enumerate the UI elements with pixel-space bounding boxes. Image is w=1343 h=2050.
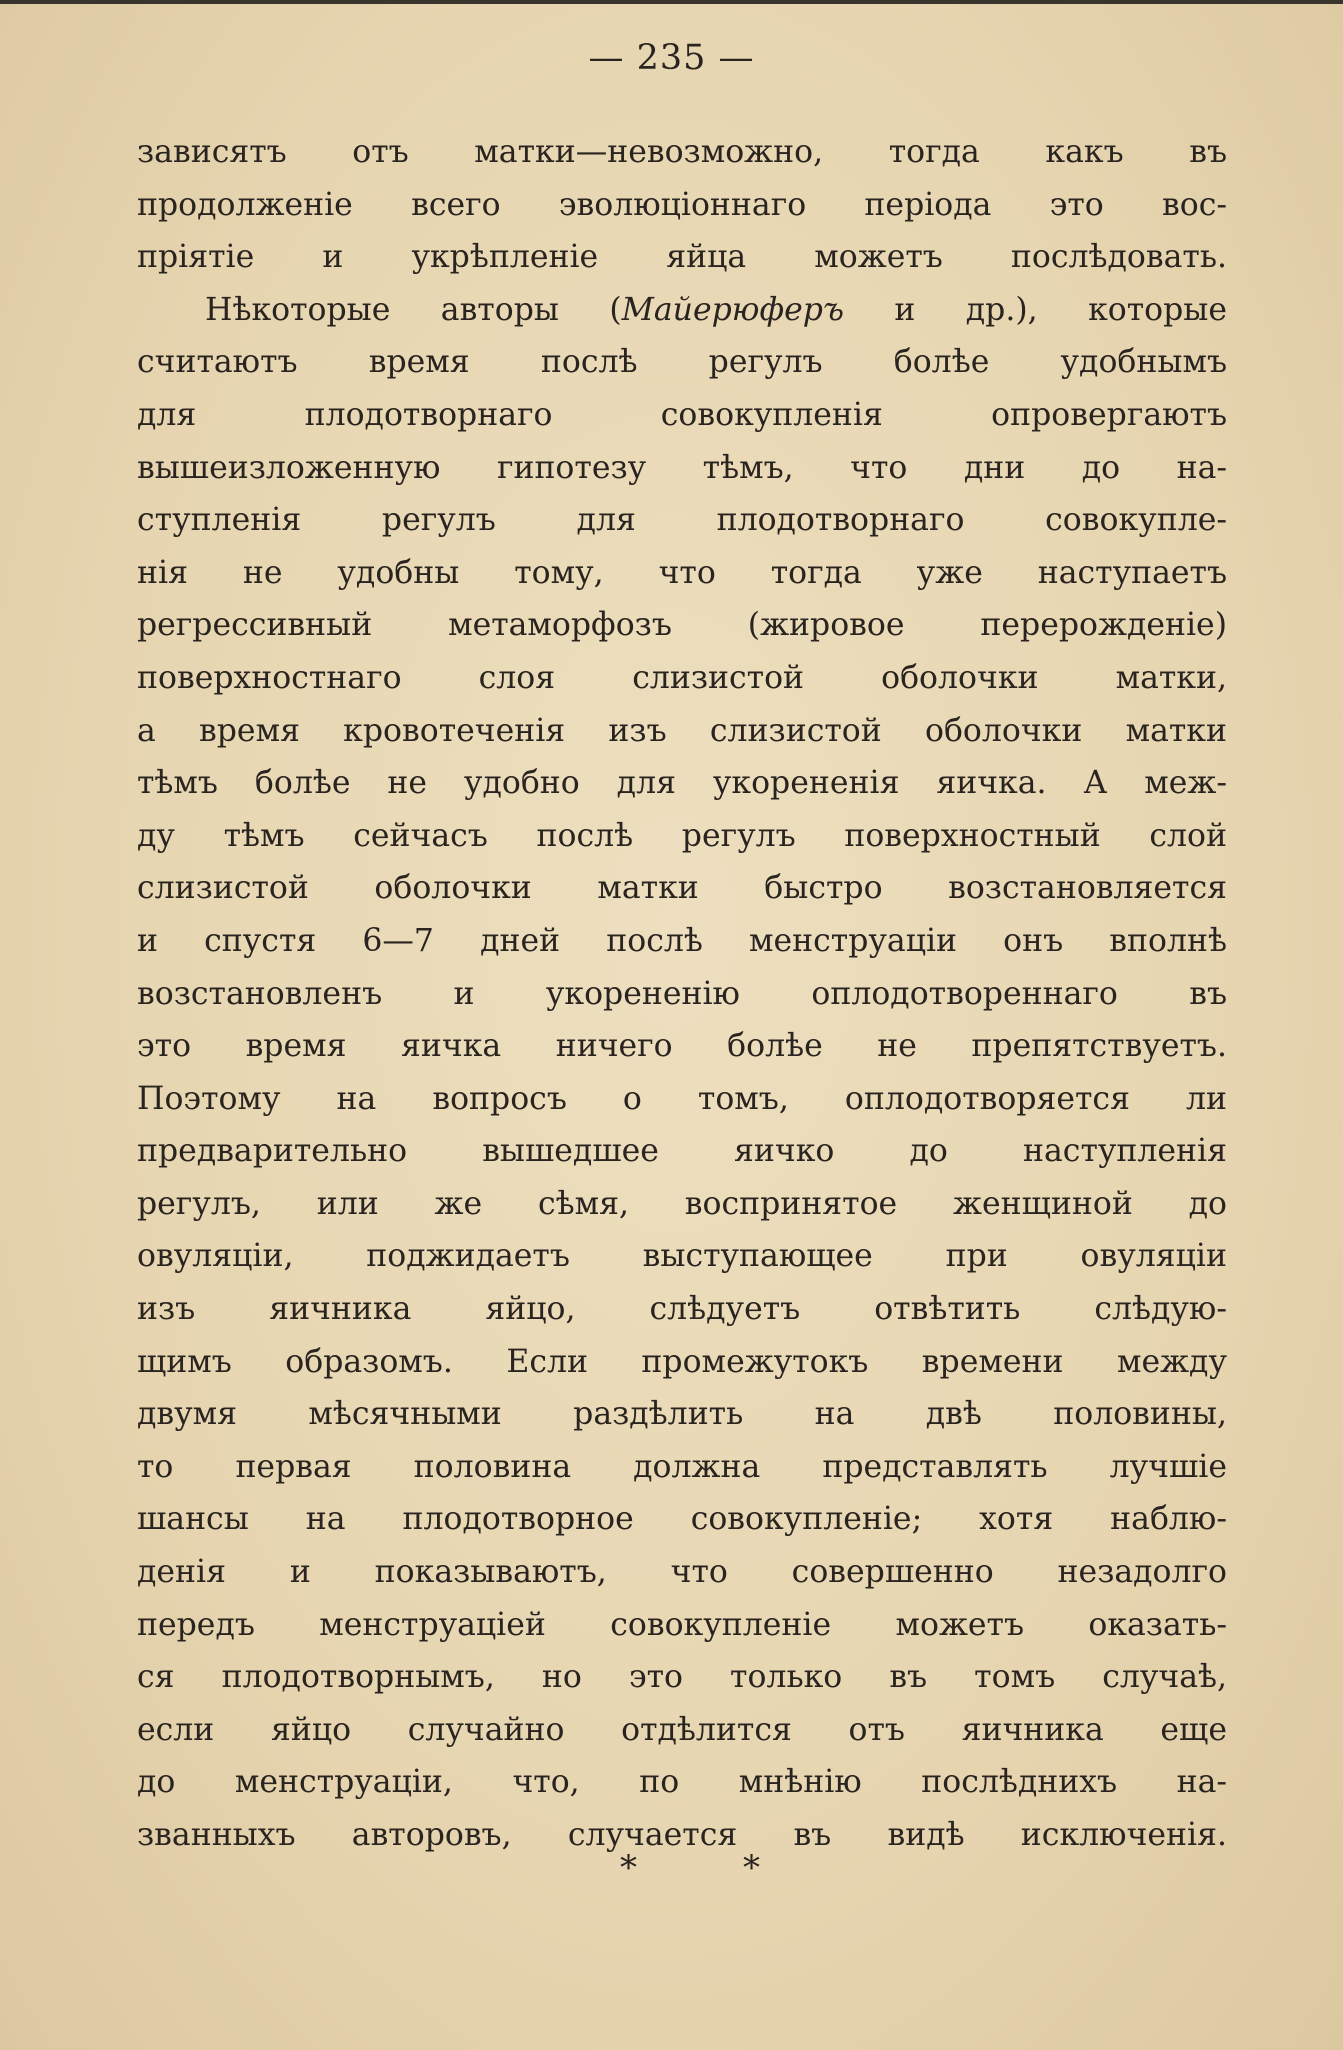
text-line: для плодотворнаго совокупленія опровергаютъ: [137, 396, 1227, 433]
text-line: щимъ образомъ. Если промежутокъ времени между: [137, 1343, 1227, 1380]
text-line: денія и показываютъ, что совершенно незадолго: [137, 1554, 1227, 1591]
text-line: предварительно вышедшее яичко до наступленія: [137, 1133, 1227, 1170]
line-text-before: Нѣкоторые авторы (: [205, 291, 622, 328]
section-separator: [620, 1848, 760, 1888]
body-text: [137, 126, 1227, 1862]
page-number: — 235 —: [588, 38, 755, 78]
text-line: то первая половина должна представлять лучшіе: [137, 1448, 1227, 1485]
line-text-after: и др.), которые: [843, 291, 1227, 328]
text-line: ду тѣмъ сейчасъ послѣ регулъ поверхностный слой: [137, 817, 1227, 854]
text-line: пріятіе и укрѣпленіе яйца можетъ послѣдовать.: [137, 239, 1227, 276]
text-line: двумя мѣсячными раздѣлить на двѣ половины,: [137, 1396, 1227, 1433]
text-line: это время яичка ничего болѣе не препятствуетъ.: [137, 1028, 1227, 1065]
text-line: продолженіе всего эволюціоннаго періода это вос-: [137, 186, 1227, 223]
asterisk: *: [620, 1848, 637, 1888]
text-line: слизистой оболочки матки быстро возстановляется: [137, 870, 1227, 907]
text-line: ступленія регулъ для плодотворнаго совокупле-: [137, 502, 1227, 539]
text-line: нія не удобны тому, что тогда уже наступаетъ: [137, 554, 1227, 591]
text-line: шансы на плодотворное совокупленіе; хотя наблю-: [137, 1501, 1227, 1538]
text-line: ся плодотворнымъ, но это только въ томъ случаѣ,: [137, 1659, 1227, 1696]
text-line: овуляціи, поджидаетъ выступающее при овуляціи: [137, 1238, 1227, 1275]
text-line: возстановленъ и укорененію оплодотвореннаго въ: [137, 975, 1227, 1012]
text-line: поверхностнаго слоя слизистой оболочки матки,: [137, 659, 1227, 696]
text-line: а время кровотеченія изъ слизистой оболочки матки: [137, 712, 1227, 749]
top-edge: [0, 0, 1343, 4]
text-line: передъ менструаціей совокупленіе можетъ оказать-: [137, 1606, 1227, 1643]
text-line: изъ яичника яйцо, слѣдуетъ отвѣтить слѣдую-: [137, 1291, 1227, 1328]
paragraph-start-line: [137, 284, 1227, 337]
text-line: считаютъ время послѣ регулъ болѣе удобнымъ: [137, 344, 1227, 381]
text-line: регулъ, или же сѣмя, воспринятое женщиной до: [137, 1185, 1227, 1222]
author-name: Майерюферъ: [621, 291, 844, 328]
text-line: званныхъ авторовъ, случается въ видѣ исключенія.: [137, 1817, 1227, 1853]
text-line: если яйцо случайно отдѣлится отъ яичника еще: [137, 1711, 1227, 1748]
asterisk: *: [743, 1848, 760, 1888]
text-line: тѣмъ болѣе не удобно для укорененія яичка. А меж-: [137, 765, 1227, 802]
text-line: Поэтому на вопросъ о томъ, оплодотворяется ли: [137, 1080, 1227, 1117]
text-line: вышеизложенную гипотезу тѣмъ, что дни до на-: [137, 449, 1227, 486]
text-line: до менструаціи, что, по мнѣнію послѣднихъ на-: [137, 1764, 1227, 1801]
text-line: регрессивный метаморфозъ (жировое перерожденіе): [137, 607, 1227, 644]
text-line: и спустя 6—7 дней послѣ менструаціи онъ вполнѣ: [137, 922, 1227, 959]
text-line: зависятъ отъ матки—невозможно, тогда какъ въ: [137, 134, 1227, 170]
